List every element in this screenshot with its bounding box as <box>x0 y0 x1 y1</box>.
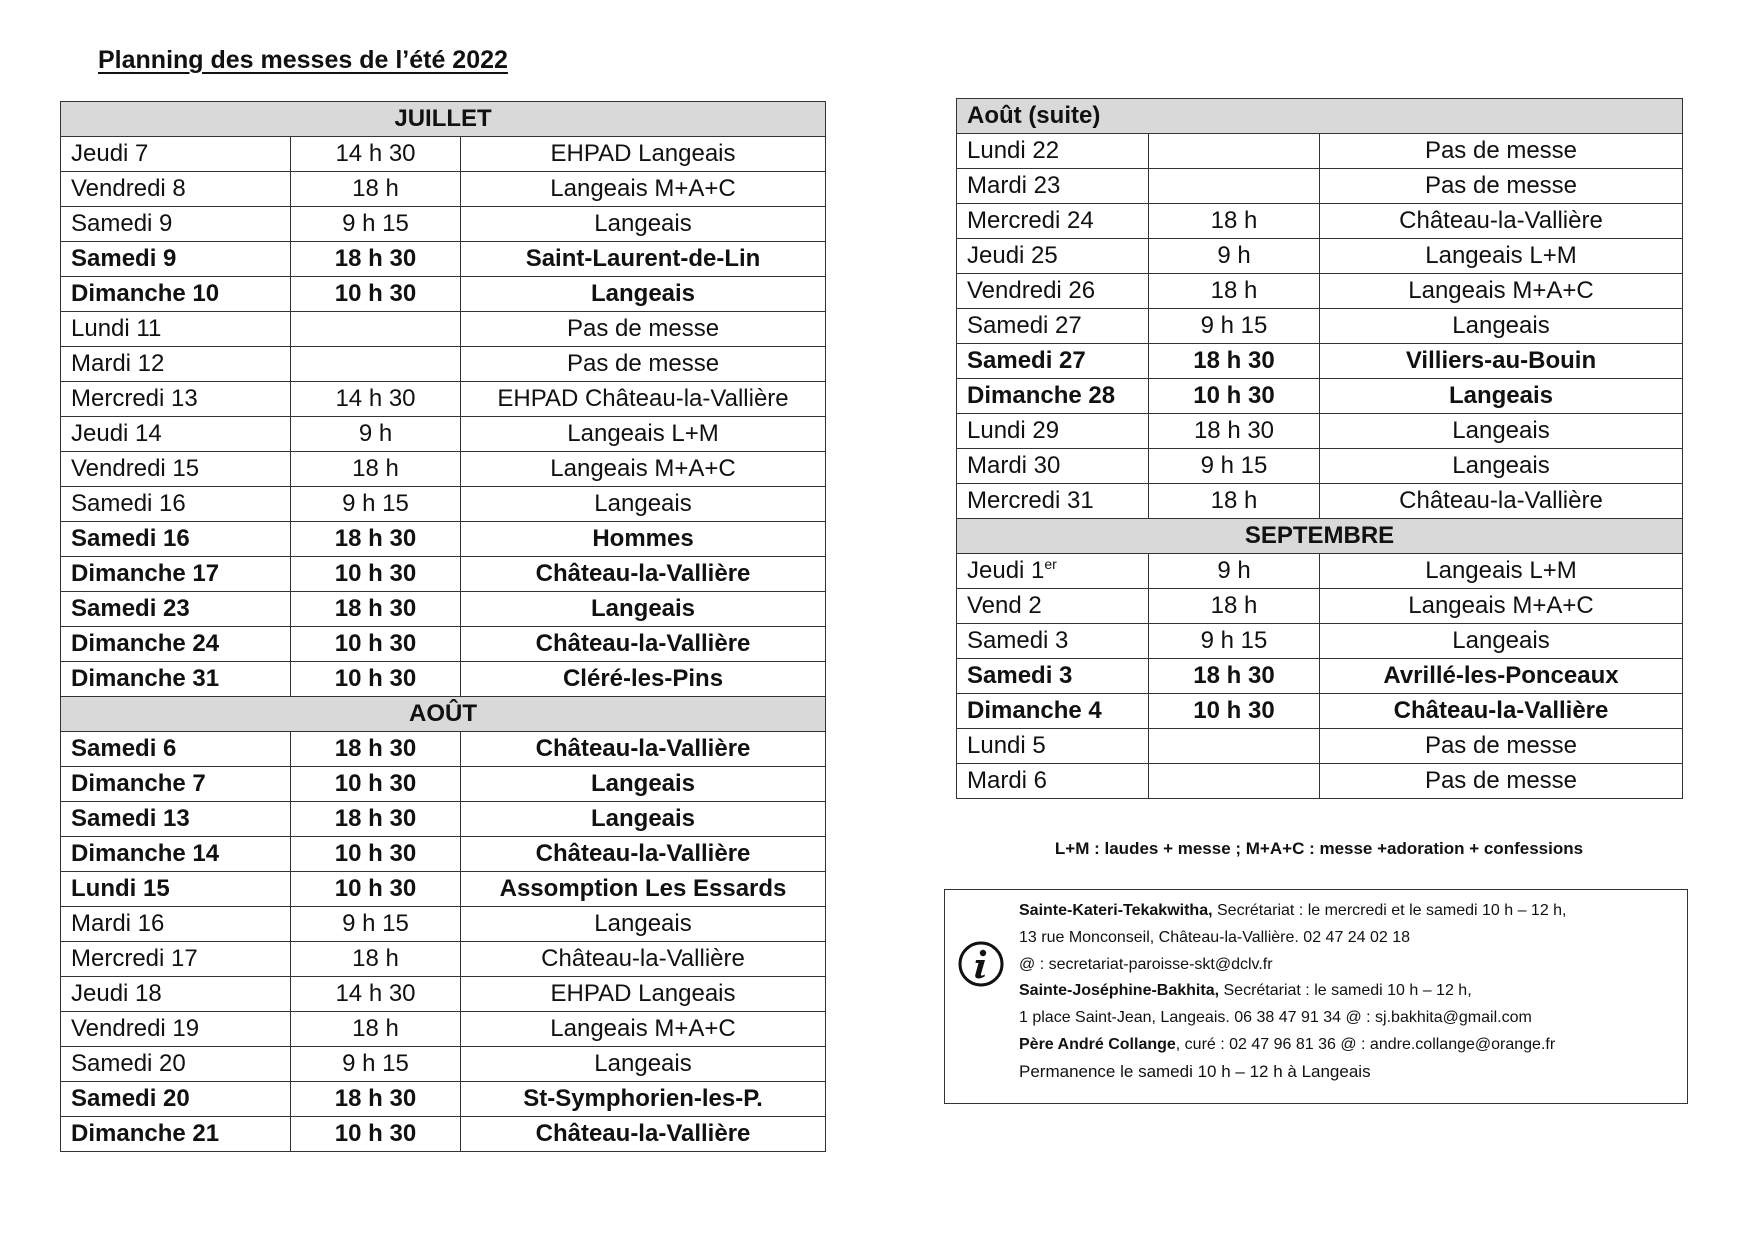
table-row <box>61 1082 826 1117</box>
time-cell: 10 h 30 <box>291 837 461 872</box>
time-cell <box>291 347 461 382</box>
day-cell: Mardi 30 <box>957 449 1149 484</box>
month-header: JUILLET <box>61 102 826 137</box>
time-cell: 9 h <box>1149 239 1320 274</box>
parish-name-bakhita: Sainte-Joséphine-Bakhita, <box>1019 982 1220 1000</box>
table-row <box>61 592 826 627</box>
table-row <box>61 802 826 837</box>
time-cell: 9 h 15 <box>291 907 461 942</box>
day-cell: Vendredi 26 <box>957 274 1149 309</box>
place-cell: Château-la-Vallière <box>461 557 826 592</box>
info-line-cure: Père André Collange, curé : 02 47 96 81 36 @ : andre.collange@orange.fr <box>1019 1035 1556 1053</box>
place-cell: Château-la-Vallière <box>461 837 826 872</box>
place-cell: Pas de messe <box>1320 729 1683 764</box>
place-cell: Saint-Laurent-de-Lin <box>461 242 826 277</box>
time-cell: 10 h 30 <box>1149 379 1320 414</box>
day-cell: Vend 2 <box>957 589 1149 624</box>
time-cell: 18 h <box>291 452 461 487</box>
place-cell: Pas de messe <box>461 312 826 347</box>
table-row <box>61 732 826 767</box>
day-cell: Jeudi 1er <box>957 554 1149 589</box>
day-cell: Lundi 15 <box>61 872 291 907</box>
day-cell: Samedi 20 <box>61 1082 291 1117</box>
place-cell: Château-la-Vallière <box>1320 484 1683 519</box>
info-icon <box>957 940 1005 988</box>
place-cell: Château-la-Vallière <box>461 627 826 662</box>
place-cell: Château-la-Vallière <box>1320 204 1683 239</box>
time-cell: 18 h <box>1149 484 1320 519</box>
day-cell: Jeudi 14 <box>61 417 291 452</box>
table-row <box>61 1012 826 1047</box>
place-cell: Langeais M+A+C <box>1320 589 1683 624</box>
time-cell: 18 h 30 <box>291 732 461 767</box>
time-cell: 9 h 15 <box>291 1047 461 1082</box>
time-cell: 18 h <box>1149 204 1320 239</box>
time-cell: 18 h 30 <box>291 592 461 627</box>
place-cell: Langeais M+A+C <box>461 1012 826 1047</box>
table-row <box>61 207 826 242</box>
table-row <box>61 347 826 382</box>
contact-info-box <box>944 889 1688 1104</box>
place-cell: Avrillé-les-Ponceaux <box>1320 659 1683 694</box>
time-cell: 18 h 30 <box>291 242 461 277</box>
day-cell: Dimanche 21 <box>61 1117 291 1152</box>
place-cell: Langeais <box>461 1047 826 1082</box>
time-cell: 10 h 30 <box>1149 694 1320 729</box>
table-row <box>957 659 1683 694</box>
time-cell: 14 h 30 <box>291 382 461 417</box>
time-cell: 9 h <box>291 417 461 452</box>
place-cell: Langeais L+M <box>1320 239 1683 274</box>
time-cell: 14 h 30 <box>291 977 461 1012</box>
place-cell: Château-la-Vallière <box>461 732 826 767</box>
table-row <box>957 379 1683 414</box>
table-row <box>61 522 826 557</box>
place-cell: Langeais M+A+C <box>461 452 826 487</box>
table-row <box>957 414 1683 449</box>
info-line-permanence: Permanence le samedi 10 h – 12 h à Langeais <box>1019 1061 1371 1081</box>
place-cell: Langeais <box>461 487 826 522</box>
table-row <box>957 554 1683 589</box>
time-cell: 9 h 15 <box>1149 449 1320 484</box>
table-row <box>957 169 1683 204</box>
place-cell: Château-la-Vallière <box>461 942 826 977</box>
day-cell: Samedi 3 <box>957 659 1149 694</box>
day-cell: Jeudi 18 <box>61 977 291 1012</box>
table-row <box>957 484 1683 519</box>
day-cell: Lundi 29 <box>957 414 1149 449</box>
day-cell: Samedi 20 <box>61 1047 291 1082</box>
time-cell: 9 h 15 <box>1149 624 1320 659</box>
place-cell: Langeais <box>461 802 826 837</box>
place-cell: Langeais <box>461 767 826 802</box>
place-cell: Langeais L+M <box>461 417 826 452</box>
place-cell: Langeais <box>1320 624 1683 659</box>
day-cell: Jeudi 25 <box>957 239 1149 274</box>
place-cell: St-Symphorien-les-P. <box>461 1082 826 1117</box>
time-cell: 18 h 30 <box>291 802 461 837</box>
day-cell: Mercredi 31 <box>957 484 1149 519</box>
place-cell: Langeais <box>461 592 826 627</box>
day-cell: Samedi 23 <box>61 592 291 627</box>
day-cell: Samedi 3 <box>957 624 1149 659</box>
time-cell: 14 h 30 <box>291 137 461 172</box>
page-title: Planning des messes de l’été 2022 <box>98 46 508 74</box>
month-header: AOÛT <box>61 697 826 732</box>
table-row <box>957 624 1683 659</box>
place-cell: Langeais <box>1320 379 1683 414</box>
day-cell: Mercredi 24 <box>957 204 1149 239</box>
time-cell <box>291 312 461 347</box>
day-cell: Dimanche 14 <box>61 837 291 872</box>
schedule-table-right <box>956 98 1683 799</box>
section-header <box>61 102 826 137</box>
day-cell: Mercredi 13 <box>61 382 291 417</box>
place-cell: EHPAD Château-la-Vallière <box>461 382 826 417</box>
table-row <box>957 134 1683 169</box>
table-row <box>61 1047 826 1082</box>
day-cell: Samedi 9 <box>61 207 291 242</box>
time-cell: 10 h 30 <box>291 767 461 802</box>
day-cell: Samedi 27 <box>957 344 1149 379</box>
place-cell: Langeais <box>461 207 826 242</box>
table-row <box>61 767 826 802</box>
table-row <box>957 204 1683 239</box>
table-row <box>61 417 826 452</box>
time-cell: 10 h 30 <box>291 557 461 592</box>
place-cell: Langeais M+A+C <box>1320 274 1683 309</box>
day-cell: Samedi 27 <box>957 309 1149 344</box>
section-header <box>957 99 1683 134</box>
time-cell: 18 h 30 <box>291 522 461 557</box>
place-cell: Langeais <box>1320 309 1683 344</box>
time-cell: 18 h 30 <box>1149 344 1320 379</box>
time-cell: 10 h 30 <box>291 1117 461 1152</box>
day-cell: Mardi 12 <box>61 347 291 382</box>
place-cell: Château-la-Vallière <box>1320 694 1683 729</box>
table-row <box>61 627 826 662</box>
time-cell <box>1149 764 1320 799</box>
place-cell: Langeais L+M <box>1320 554 1683 589</box>
table-row <box>957 694 1683 729</box>
place-cell: Langeais <box>1320 449 1683 484</box>
table-row <box>61 557 826 592</box>
priest-name: Père André Collange <box>1019 1035 1176 1053</box>
table-row <box>957 309 1683 344</box>
day-cell: Dimanche 31 <box>61 662 291 697</box>
info-line-bakhita: Sainte-Joséphine-Bakhita, Secrétariat : le samedi 10 h – 12 h, <box>1019 982 1472 1000</box>
table-row <box>957 274 1683 309</box>
day-cell: Mardi 16 <box>61 907 291 942</box>
place-cell: EHPAD Langeais <box>461 137 826 172</box>
table-row <box>61 907 826 942</box>
day-cell: Samedi 13 <box>61 802 291 837</box>
time-cell: 10 h 30 <box>291 277 461 312</box>
table-row <box>61 837 826 872</box>
place-cell: Villiers-au-Bouin <box>1320 344 1683 379</box>
place-cell: Château-la-Vallière <box>461 1117 826 1152</box>
parish-name-kateri: Sainte-Kateri-Tekakwitha, <box>1019 902 1213 919</box>
month-header: Août (suite) <box>957 99 1683 134</box>
place-cell: Cléré-les-Pins <box>461 662 826 697</box>
day-cell: Dimanche 24 <box>61 627 291 662</box>
day-cell: Lundi 5 <box>957 729 1149 764</box>
day-cell: Lundi 22 <box>957 134 1149 169</box>
time-cell <box>1149 134 1320 169</box>
day-cell: Lundi 11 <box>61 312 291 347</box>
time-cell: 18 h <box>1149 274 1320 309</box>
table-row <box>957 589 1683 624</box>
time-cell: 10 h 30 <box>291 627 461 662</box>
time-cell: 18 h <box>291 1012 461 1047</box>
time-cell: 9 h 15 <box>291 487 461 522</box>
day-cell: Jeudi 7 <box>61 137 291 172</box>
table-row <box>61 977 826 1012</box>
table-row <box>61 172 826 207</box>
time-cell: 9 h 15 <box>291 207 461 242</box>
table-row <box>61 137 826 172</box>
time-cell: 18 h <box>291 172 461 207</box>
day-cell: Samedi 16 <box>61 522 291 557</box>
time-cell: 18 h 30 <box>1149 659 1320 694</box>
place-cell: Pas de messe <box>1320 764 1683 799</box>
info-line-kateri-address: 13 rue Monconseil, Château-la-Vallière. 02 47 24 02 18 <box>1019 928 1411 946</box>
info-line-kateri-email: @ : secretariat-paroisse-skt@dclv.fr <box>1019 955 1273 973</box>
place-cell: Pas de messe <box>1320 169 1683 204</box>
day-cell: Samedi 16 <box>61 487 291 522</box>
table-row <box>61 312 826 347</box>
time-cell: 10 h 30 <box>291 872 461 907</box>
time-cell: 18 h <box>291 942 461 977</box>
table-row <box>957 764 1683 799</box>
time-cell: 9 h <box>1149 554 1320 589</box>
day-cell: Mardi 23 <box>957 169 1149 204</box>
table-row <box>61 1117 826 1152</box>
place-cell: Pas de messe <box>461 347 826 382</box>
day-cell: Mercredi 17 <box>61 942 291 977</box>
place-cell: EHPAD Langeais <box>461 977 826 1012</box>
day-cell: Vendredi 15 <box>61 452 291 487</box>
day-cell: Dimanche 17 <box>61 557 291 592</box>
time-cell: 9 h 15 <box>1149 309 1320 344</box>
table-row <box>957 449 1683 484</box>
place-cell: Langeais <box>461 277 826 312</box>
day-cell: Vendredi 8 <box>61 172 291 207</box>
abbreviation-legend: L+M : laudes + messe ; M+A+C : messe +adoration + confessions <box>1054 839 1584 858</box>
table-row <box>61 452 826 487</box>
place-cell: Hommes <box>461 522 826 557</box>
day-cell: Vendredi 19 <box>61 1012 291 1047</box>
place-cell: Pas de messe <box>1320 134 1683 169</box>
time-cell <box>1149 169 1320 204</box>
section-header <box>61 697 826 732</box>
time-cell: 18 h 30 <box>1149 414 1320 449</box>
time-cell <box>1149 729 1320 764</box>
schedule-table-left <box>60 101 826 1152</box>
table-row <box>61 942 826 977</box>
time-cell: 10 h 30 <box>291 662 461 697</box>
table-row <box>61 662 826 697</box>
place-cell: Langeais <box>1320 414 1683 449</box>
info-line-bakhita-address: 1 place Saint-Jean, Langeais. 06 38 47 91 34 @ : sj.bakhita@gmail.com <box>1019 1009 1532 1027</box>
table-row <box>61 277 826 312</box>
place-cell: Langeais M+A+C <box>461 172 826 207</box>
table-row <box>957 344 1683 379</box>
time-cell: 18 h <box>1149 589 1320 624</box>
table-row <box>61 242 826 277</box>
day-cell: Dimanche 28 <box>957 379 1149 414</box>
table-row <box>61 382 826 417</box>
table-row <box>61 872 826 907</box>
day-cell: Dimanche 10 <box>61 277 291 312</box>
table-row <box>61 487 826 522</box>
table-row <box>957 729 1683 764</box>
month-header: SEPTEMBRE <box>957 519 1683 554</box>
place-cell: Langeais <box>461 907 826 942</box>
place-cell: Assomption Les Essards <box>461 872 826 907</box>
section-header <box>957 519 1683 554</box>
time-cell: 18 h 30 <box>291 1082 461 1117</box>
info-line-kateri: Sainte-Kateri-Tekakwitha, Secrétariat : le mercredi et le samedi 10 h – 12 h, <box>1019 902 1567 919</box>
day-cell: Samedi 9 <box>61 242 291 277</box>
day-cell: Dimanche 4 <box>957 694 1149 729</box>
day-cell: Mardi 6 <box>957 764 1149 799</box>
day-cell: Samedi 6 <box>61 732 291 767</box>
table-row <box>957 239 1683 274</box>
day-cell: Dimanche 7 <box>61 767 291 802</box>
